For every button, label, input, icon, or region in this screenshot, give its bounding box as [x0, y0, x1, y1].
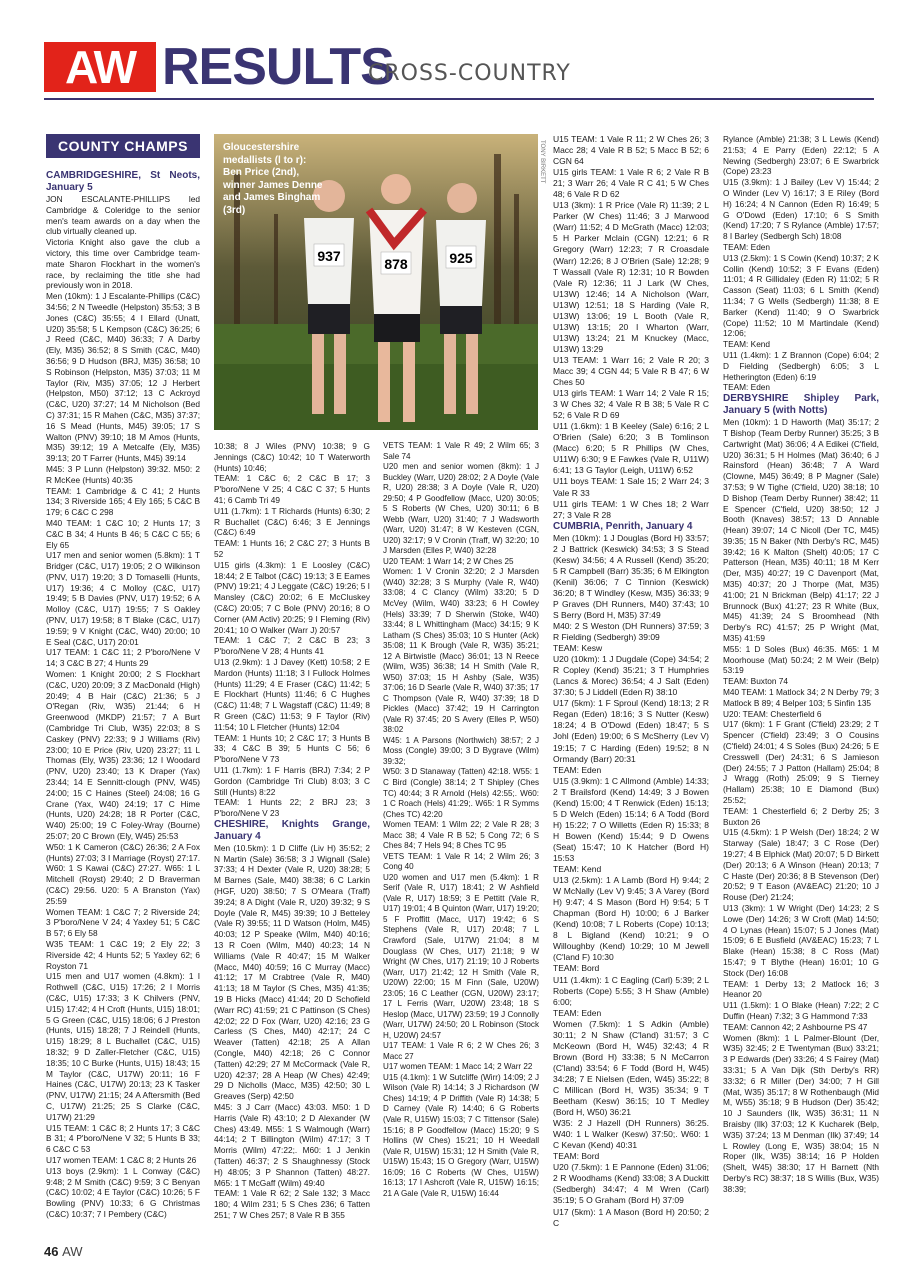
results-paragraph: Women TEAM: 1 Wilm 22; 2 Vale R 28; 3 Macc 38; 4 Vale R B 52; 5 Cong 72; 6 S Ches 84; 7 Hels 94; 8 Ches TC 95 — [383, 820, 539, 851]
runner-center-bib: 878 — [384, 256, 408, 272]
page-footer — [44, 1244, 83, 1260]
results-paragraph: TEAM: Eden — [723, 382, 771, 393]
results-paragraph: TEAM: Eden — [723, 241, 771, 252]
results-paragraph: U20 TEAM: 1 Warr 14; 2 W Ches 25 — [383, 556, 514, 566]
results-paragraph: U11 boys TEAM: 1 Sale 15; 2 Warr 24; 3 Vale R 33 — [553, 476, 709, 498]
results-paragraph: TEAM: 1 Vale R 62; 2 Sale 132; 3 Macc 180; 4 Wilm 231; 5 S Ches 236; 6 Tatten 251; 7 W Ches 257; 8 Vale R B 355 — [214, 1188, 370, 1220]
race-heading: CUMBRIA, Penrith, January 4 — [553, 520, 693, 532]
results-paragraph: TEAM: 1 Hunts 22; 2 BRJ 23; 3 P'boro/Nene V 23 — [214, 797, 370, 819]
results-paragraph: U20 women and U17 men (5.4km): 1 R Serif (Vale R, U17) 18:41; 2 W Ashfield (Vale R, U17) 18:59; 3 E Pettitt (Vale R, U17) 19:01; 4 B Quinton (Warr, U17) 19:20; 5 F Proffitt (Macc, U17) 19:42; 6 S Stephens (Vale R, U17) 20:48; 7 L Crawford (Sale, U17W) 21:04; 8 M Douglass (W Ches, U17) 21:18; 9 W Wright (W Ches, U17) 21:19; 10 J Roberts (Warr, U17) 21:42; 12 H Smith (Vale R, U20W) 22:00; 15 M Finn (Sale, U20W) 23:05; 16 C Leather (CGN, U20W) 23:17; 17 L Ferris (Warr, U20W) 23:48; 18 S Heslop (Macc, U17W) 23:59; 19 J Connolly (Warr, U17W) 24:50; 20 L Robinson (Stock H, U20W) 24:57 — [383, 872, 539, 1040]
results-paragraph: U15 (3.9km): 1 J Bailey (Lev V) 15:44; 2 O Winder (Lev V) 16:17; 3 E Riley (Bord H) 16:24; 4 N Cannon (Eden R) 16:49; 5 G O'Dowd (Eden) 17:10; 6 S Smith (Kend) 17:20; 7 S Rylance (Amble) 17:57; 8 I Barley (Sedbergh Sch) 18:08 — [723, 177, 879, 242]
results-paragraph: U15 men and U17 women (4.8km): 1 I Rothwell (C&C, U15) 17:26; 2 I Morris (C&C, U15) 17:33; 3 K Chilvers (PNV, U15) 17:42; 4 H Croft (Hunts, U15) 18:01; 5 G Green (C&C, U15) 18:06; 6 J Preston (Hunts, U15) 18:28; 7 J Reindell (Hunts, U15) 18:29; 8 L Buchallet (C&C, U15) 18:32; 9 D Zaller-Fletcher (C&C, U15) 18:35; 10 C Burke (Hunts, U15) 18:43; 15 M Taylor (C&C, U17W) 20:11; 16 F Haines (C&C, U17W) 20:13; 23 K Tasker (PNV, U17W) 21:15; 24 A Aftersmith (Bed C, U17W) 21:25; 25 S Clarke (C&C, U17W) 21:29 — [46, 971, 200, 1122]
column-5 — [723, 134, 879, 1195]
results-paragraph: VETS TEAM: 1 Vale R 14; 2 Wilm 26; 3 Cong 40 — [383, 851, 539, 872]
results-paragraph: Men (10km): 1 D Haworth (Mat) 35:17; 2 T Bishop (Team Derby Runner) 35:25; 3 B Cartwright (Mat) 36:06; 4 A Edikei (C'field, U20) 36:31; 5 H Holmes (Mat) 36:40; 6 J Rainsford (Hean) 36:48; 7 A Ward (Clowne, M45) 36:49; 8 P Magner (Sale) 37:53; 9 W Tighe (C'field, U20) 38:18; 10 D Bishop (Team Derby Runner) 38:42; 11 E Spencer (C'field, U20) 38:50; 12 J Booth (Knaves) 38:57; 13 D Annable (Hean) 39:07; 14 C Nicoll (Der TC, M45) 39:35; 15 N Baker (Nth Derby's RC, M45) 39:42; 16 K Malton (Shelt) 40:05; 17 C Patterson (Hean, M35) 40:11; 18 M Kerr (Der, M35) 40:27; 19 C Davenport (Mat, M35) 40:37; 20 J Thorpe (Mat, M35) 41:00; 21 N Brickman (Belp) 41:17; 22 J Brunnock (Bux) 41:27; 23 R White (Bux, M45) 41:39; 24 S Broomhead (Nth Derby's RC) 41:57; 25 P Wright (Mat, M35) 41:59 — [723, 417, 879, 644]
results-paragraph: W50: 3 D Stanaway (Tatten) 42:18. W55: 1 C Bird (Congle) 38:14; 2 T Shipley (Ches TC) 40:44; 3 R Arnold (Hels) 42:55;. W60: 1 C Roach (Hels) 41:29;. W65: 1 R Symms (Ches TC) 42:20 — [383, 767, 539, 819]
results-paragraph: TEAM: Cannon 42; 2 Ashbourne PS 47 — [723, 1021, 868, 1032]
results-paragraph: U17 TEAM: 1 C&C 11; 2 P'boro/Nene V 14; 3 C&C B 27; 4 Hunts 29 — [46, 647, 200, 669]
photo-caption: Gloucestershire medallists (l to r): Ben Price (2nd), winner James Denne and James Bingham (3rd) — [223, 142, 323, 216]
aw-logo: AW — [44, 42, 156, 92]
race-heading: CAMBRIDGESHIRE, St Neots, January 5 — [46, 170, 200, 193]
column-4 — [553, 134, 709, 1229]
results-paragraph: U17 (6km): 1 F Grant (C'field) 23:29; 2 T Spencer (C'field) 23:49; 3 O Cousins (C'field) 24:01; 4 S Soles (Bux) 24:26; 5 E Cresswell (Der) 24:31; 6 S Jamieson (Der) 24:55; 7 J Patton (Hallam) 25:04; 8 J Wragg (Roth) 25:09; 9 S Tierney (Hallam) 25:38; 10 E Diamond (Bux) 25:52; — [723, 719, 879, 806]
results-paragraph: TEAM: 1 Chesterfield 6; 2 Derby 25; 3 Buxton 26 — [723, 805, 879, 827]
results-paragraph: 10:38; 8 J Wiles (PNV) 10:38; 9 G Jennings (C&C) 10:42; 10 T Waterworth (Hunts) 10:46; — [214, 441, 370, 473]
section-title: CROSS-COUNTRY — [368, 61, 571, 86]
results-paragraph: M40 TEAM: 1 Matlock 34; 2 N Derby 79; 3 Matlock B 89; 4 Belper 103; 5 Sinfin 135 — [723, 687, 879, 708]
results-paragraph: W35 TEAM: 1 C&C 19; 2 Ely 22; 3 Riverside 42; 4 Hunts 52; 5 Yaxley 62; 6 Royston 71 — [46, 938, 200, 971]
page-header — [44, 38, 874, 98]
results-paragraph: U20: TEAM: Chesterfield 6 — [723, 708, 822, 719]
results-paragraph: TEAM: Eden — [553, 764, 602, 775]
results-paragraph: Men (10km): 1 J Douglas (Bord H) 33:57; 2 J Battrick (Keswick) 34:53; 3 S Stead (Kesw) 34:56; 4 A Russell (Kend) 35:20; 5 R Campbell (Barr) 35:35; 6 M Elkington (Kenil) 36:06; 7 C Tinnion (Keswick) 36:20; 8 T Windley (Kesw, M35) 36:33; 9 P Graves (DH Runners, M40) 37:43; 10 S Berry (Bord H, M35) 37:49 — [553, 532, 709, 620]
results-paragraph: U17 (5km): 1 F Sproul (Kend) 18:13; 2 R Regan (Eden) 18:16; 3 S Nutter (Kesw) 18:24; 4 B O'Dowd (Eden) 18:47; 5 S Johl (Eden) 19:00; 6 S McSherry (Lev V) 19:15; 7 C Harding (Eden) 19:52; 8 N Ormandy (Barr) 20:31 — [553, 698, 709, 764]
results-paragraph: W50: 1 K Cameron (C&C) 26:36; 2 A Fox (Hunts) 27:03; 3 I Marriage (Royst) 27:17. W60: 1 S Kawai (C&C) 27:27. W65: 1 L Mitchell (Royst) 29:40; 2 D Braverman (C&C) 29:56. U20: 5 A Branston (Yax) 25:59 — [46, 841, 200, 906]
results-paragraph: U13 (2.5km): 1 S Cowin (Kend) 10:37; 2 K Collin (Kend) 10:52; 3 F Evans (Eden) 11:01; 4 R Gillidaley (Eden R) 11:02; 5 R Casson (Seat) 11:03; 6 L Smith (Kend) 11:34; 7 G Wells (Sedbergh) 11:38; 8 E Barker (Kend) 11:40; 9 O Swarbrick (Cope) 11:52; 10 M Martindale (Kend) 12:06; — [723, 252, 879, 339]
results-paragraph: TEAM: 1 Hunts 10; 2 C&C 17; 3 Hunts B 33; 4 C&C B 39; 5 Hunts C 56; 6 P'boro/Nene V 73 — [214, 732, 370, 765]
results-paragraph: U13 girls TEAM: 1 Warr 14; 2 Vale R 15; 3 W Ches 32; 4 Vale R B 38; 5 Vale R C 52; 6 Vale R D 69 — [553, 388, 709, 421]
medallists-photo — [214, 134, 538, 430]
results-paragraph: U11 (1.6km): 1 B Keeley (Sale) 6:16; 2 L O'Brien (Sale) 6:20; 3 B Tomlinson (Macc) 6:20; 5 R Phillips (W Ches, U11W) 6:30; 9 E Fawkes (Vale R, U11W) 6:41; 13 G Taylor (Leigh, U11W) 6:52 — [553, 421, 709, 476]
results-paragraph: TEAM: 1 Hunts 16; 2 C&C 27; 3 Hunts B 52 — [214, 538, 370, 559]
results-paragraph: Women: 1 V Cronin 32:20; 2 J Marsden (W40) 32:28; 3 S Murphy (Vale R, W40) 33:08; 4 C Clancy (Wilm) 33:20; 5 D McVey (Wilm, W40) 33:23; 6 H Cowley (Hels) 33:39; 7 D Sherwin (Stoke, W40) 33:44; 8 L Whittingham (Macc) 34:15; 9 K Latham (S Ches) 35:03; 10 S Hunter (Ack) 35:08; 11 K Brough (Vale R, W35) 35:21; 12 A Birtwistle (Macc) 36:01; 13 N Reece (Wilm, W35) 36:38; 14 H Smith (Vale R, W50) 37:03; 15 H Ashby (Sale, W35) 37:06; 16 D Searle (Vale R, W40) 37:35; 17 C Thompson (Vale R, W40) 37:39; 18 D Pickles (Macc) 37:42; 19 H Carrington (Vale R) 37:45; 20 S Avery (Elles P, W50) 38:02 — [383, 567, 539, 735]
results-paragraph: U20 men and senior women (8km): 1 J Buckley (Warr, U20) 28:02; 2 A Doyle (Vale R, U20) 28:38; 3 A Doyle (Vale R, U20) 29:50; 4 P Goodfellow (Macc, U20) 30:05; 5 S Roberts (W Ches, U20) 30:11; 6 B Webb (Warr, U20) 31:40; 7 J Wadsworth (Warr, U20) 31:47; 8 W Kesteven (CGN, U20) 32:17; 9 V Cronin (Traff, W) 32:20; 10 J Marsden (Elles P, W40) 32:28 — [383, 462, 539, 556]
results-paragraph: U13 TEAM: 1 Warr 16; 2 Vale R 20; 3 Macc 39; 4 CGN 44; 5 Vale R B 47; 6 W Ches 50 — [553, 354, 709, 388]
results-title: RESULTS — [162, 38, 394, 96]
results-paragraph: U13 (3km): 1 W Wright (Der) 14:23; 2 S Lowe (Der) 14:26; 3 W Croft (Mat) 14:50; 4 O Lynas (Hean) 15:07; 5 J Jones (Mat) 15:09; 6 E Busfield (AV&EAC) 15:23; 7 L Blake (Hean) 15:38; 8 C Ross (Mat) 15:47; 9 T Blythe (Hean) 16:01; 10 G Stock (Der) 16:08 — [723, 902, 879, 978]
results-paragraph: U11 (1.4km): 1 C Eagling (Carl) 5:39; 2 L Roberts (Cope) 5:55; 3 H Shaw (Amble) 6:00; — [553, 974, 709, 1007]
results-paragraph: M40: 2 S Weston (DH Runners) 37:59; 3 R Fielding (Sedbergh) 39:09 — [553, 621, 709, 643]
results-paragraph: Women: 1 Knight 20:00; 2 S Flockhart (C&C, U20) 20:09; 3 Z MacDonald (High) 20:49; 4 B Hair (C&C) 21:36; 5 J O'Regan (Riv, W35) 21:44; 6 H Greenwood (MKDP) 21:57; 7 A Burt (Cambridge Tri Club, W35) 22:03; 8 S Caskey (PNV) 22:33; 9 J Williams (Riv) 23:00; 10 E Price (Riv, U20) 23:27; 11 L Thomas (Ely, W35) 23:36; 12 I Woodard (PNV, U20) 23:40; 13 K Draper (Yax) 23:44; 14 E Sennitt-clough (PNV, W45) 24:00; 15 C Haines (Steel) 24:08; 16 G Crane (Yax, W40) 24:19; 17 C Hime (Hunts, U20) 24:28; 18 R Porter (C&C, W40) 25:00; 19 C Foley-Wray (Bourne) 25:07; 20 C Brown (Ely, W45) 25:53 — [46, 669, 200, 842]
results-paragraph: U15 TEAM: 1 Vale R 11; 2 W Ches 26; 3 Macc 28; 4 Vale R B 52; 5 Macc B 52; 6 CGN 64 — [553, 134, 709, 167]
race-heading: DERBYSHIRE Shipley Park, January 5 (with Notts) — [723, 393, 879, 417]
results-paragraph: U13 boys (2.9km): 1 L Conway (C&C) 9:48; 2 M Smith (C&C) 9:59; 3 C Benyan (C&C) 10:02; 4 E Taylor (C&C) 10:26; 5 F Bowling (PNV) 10:33; 6 G Christmas (C&C) 10:37; 7 I Pembery (C&C) — [46, 1165, 200, 1219]
results-paragraph: M40 TEAM: 1 C&C 10; 2 Hunts 17; 3 C&C B 34; 4 Hunts B 46; 5 C&C C 55; 6 Ely 65 — [46, 517, 200, 550]
results-paragraph: TEAM: Eden — [553, 1007, 602, 1018]
column-2 — [214, 441, 370, 1221]
results-paragraph: U15 (4.5km): 1 P Welsh (Der) 18:24; 2 W Starway (Sale) 18:47; 3 C Rose (Der) 19:27; 4 B Elphick (Mat) 20:07; 5 D Birkett (Der) 20:13; 6 A Winson (Hean) 20:13; 7 C Haste (Der) 20:36; 8 B Stevenson (Der) 20:52; 9 T Eason (AV&EAC) 21:20; 10 J Rouse (Der) 21:24; — [723, 827, 879, 903]
results-paragraph: TEAM: Kend — [723, 339, 771, 350]
results-paragraph: Women (7.5km): 1 S Adkin (Amble) 30:11; 2 N Shaw (C'land) 31:57; 3 C McKeown (Bord H, W45) 32:43; 4 R Brown (Bord H) 33:38; 5 N McCarron (C'land) 33:54; 6 F Todd (Bord H, W45) 34:28; 7 E Nielsen (Eden, W45) 35:22; 8 C Millican (Bord H, W35) 35:34; 9 T Beetham (Kesw) 36:15; 10 T Medley (Bord H, W50) 36:21 — [553, 1018, 709, 1118]
column-1 — [46, 170, 200, 1220]
results-paragraph: W45: 1 A Parsons (Northwich) 38:57; 2 J Moss (Congle) 39:00; 3 D Bygrave (Wilm) 39:32; — [383, 735, 539, 766]
results-paragraph: M45: 3 J Carr (Macc) 43:03. M50: 1 D Harris (Vale R) 43:10; 2 D Alexander (W Ches) 43:49. M55: 1 S Walmough (Warr) 44:14; 2 T Billington (Wilm) 47:17; 3 T Morris (Wilm) 47:22;. M60: 1 J Jenkin (Tatten) 46:37; 2 S Shaughnessy (Stock H) 48:05; 3 P Shannon (Tatten) 48:27. M65: 1 T McGaff (Wilm) 49:40 — [214, 1102, 370, 1188]
results-paragraph: U13 (3km): 1 R Price (Vale R) 11:39; 2 L Parker (W Ches) 11:46; 3 J Marwood (Warr) 11:52; 4 D McGrath (Macc) 12:03; 5 H Parker Mclain (CGN) 12:21; 6 R Gregory (Warr) 12:23; 7 R Croasdale (Warr) 12:26; 8 J O'Brien (Sale) 12:28; 9 T Wassall (Vale R) 12:31; 10 R Bowden (Vale R) 12:36; 11 J Lark (W Ches, U13W) 12:46; 14 A Nicholson (Warr, U13W) 12:51; 18 S Harding (Vale R, U13W) 13:06; 19 L Booth (Vale R, U13W) 13:15; 20 I Wharton (Warr, U13W) 13:24; 21 M Knuckey (Macc, U13W) 13:29 — [553, 200, 709, 354]
results-paragraph: U11 (1.7km): 1 T Richards (Hunts) 6:30; 2 R Buchallet (C&C) 6:46; 3 E Jennings (C&C) 6:49 — [214, 505, 370, 538]
results-paragraph: U17 TEAM: 1 Vale R 6; 2 W Ches 26; 3 Macc 27 — [383, 1041, 539, 1061]
runner-right-bib: 925 — [449, 250, 473, 266]
results-paragraph: Women (8km): 1 L Palmer-Blount (Der, W35) 32:45; 2 E Twentyman (Bux) 33:21; 3 P Edwards (Der) 33:26; 4 S Fairey (Mat) 33:31; 5 A Van Dijk (Sth Derby's RR) 33:32; 6 R Miller (Der) 34:00; 7 H Gill (Mat, W35) 35:17; 8 W Rothenbaugh (Mid M, W55) 35:18; 9 B Hudson (Der) 35:42; 10 J Saunders (Ilk, W35) 36:31; 11 N Braisby (Ilk) 37:03; 12 K Kucharek (Belp, W35) 37:24; 13 M Denman (Ilk) 37:49; 14 L Rowley (Long E, W35) 38:04; 15 N Roper (Ilk, W35) 38:14; 16 P Holden (Shelt, W45) 38:30; 17 H Barnett (Nth Derby's RC) 38:37; 18 S Willis (Bux, W35) 38:39; — [723, 1032, 879, 1194]
results-paragraph: TEAM: 1 C&C 7; 2 C&C B 23; 3 P'boro/Nene V 28; 4 Hunts 41 — [214, 635, 370, 657]
results-paragraph: TEAM: Buxton 74 — [723, 676, 789, 687]
results-paragraph: U13 (2.5km): 1 A Lamb (Bord H) 9:44; 2 W McNally (Lev V) 9:45; 3 A Varey (Bord H) 9:47; 4 S Mason (Bord H) 9:54; 5 T Chapman (Bord H) 10:00; 6 J Barker (Kend) 10:08; 7 L Roberts (Cope) 10:13; 8 L Bigland (Kend) 10:21; 9 O Willoughby (Kend) 10:29; 10 M Jewell (C'land F) 10:30 — [553, 875, 709, 963]
results-paragraph: U17 men and senior women (5.8km): 1 T Bridger (C&C, U17) 19:05; 2 O Wilkinson (PNV, U17) 19:20; 3 D Tomaselli (Hunts, U17) 19:36; 4 C Molloy (C&C, U17) 19:49; 5 B Davies (PNV, U17) 19:52; 6 A Molloy (C&C, U17) 19:55; 7 S Oakley (PNV, U17) 19:58; 8 T Blake (C&C, U17) 19:59; 9 V Knight (C&C, W40) 20:00; 10 E Seal (C&C, U17) 20:01 — [46, 550, 200, 647]
results-paragraph: U11 (1.5km): 1 O Blake (Hean) 7:22; 2 C Duffin (Hean) 7:32; 3 G Hammond 7:33 — [723, 1000, 879, 1021]
results-paragraph: U15 TEAM: 1 C&C 8; 2 Hunts 17; 3 C&C B 31; 4 P'boro/Nene V 32; 5 Hunts B 33; 6 C&C C 53 — [46, 1122, 200, 1155]
results-paragraph: U13 (2.9km): 1 J Davey (Kett) 10:58; 2 E Mardon (Hunts) 11:18; 3 I Fullock Holmes (Hunts) 11:29; 4 E Fraser (C&C) 11:42; 5 E Flockhart (Hunts) 11:46; 6 C Hughes (C&C) 11:48; 7 L Wagstaff (C&C) 11:49; 8 R Green (C&C) 11:53; 9 F Taylor (Riv) 11:54; 10 L Fletcher (Hunts) 12:04 — [214, 656, 370, 732]
results-paragraph: U11 (1.4km): 1 Z Brannon (Cope) 6:04; 2 D Fielding (Sedbergh) 6:05; 3 L Hetherington (Eden) 6:19 — [723, 349, 879, 382]
header-rule — [44, 98, 874, 100]
race-heading: CHESHIRE, Knights Grange, January 4 — [214, 818, 370, 842]
results-paragraph: U15 girls (4.3km): 1 E Loosley (C&C) 18:44; 2 E Talbot (C&C) 19:13; 3 E Eames (PNV) 19:21; 4 J Leggate (C&C) 19:26; 5 I Mansley (C&C) 20:02; 6 E McCluskey (C&C) 20:05; 7 C Bole (PNV) 20:16; 8 O Corner (AM Activ) 20:25; 9 I Fleming (Riv) 20:41; 10 O Walker (Warr J) 20:57 — [214, 559, 370, 635]
results-paragraph: Women TEAM: 1 C&C 7; 2 Riverside 24; 3 P'boro/Nene V 24; 4 Yaxley 51; 5 C&C B 57; 6 Ely 58 — [46, 906, 200, 939]
photo-credit: TONY BIRKETT — [539, 140, 545, 184]
magazine-name: AW — [62, 1244, 83, 1259]
results-paragraph: Men (10.5km): 1 D Cliffe (Liv H) 35:52; 2 N Martin (Sale) 36:58; 3 J Wignall (Sale) 37:33; 4 H Dexter (Vale R, U20) 38:28; 5 M Barnes (Sale, M40) 38:38; 6 C Larkin (HGF, U20) 38:50; 7 S O'Meara (Traff) 39:24; 8 A Dight (Vale R, U20) 39:32; 9 S Doyle (Vale R, M45) 39:39; 10 J Betteley (Vale R) 39:55; 11 D Watson (Holm, M45) 40:03; 12 P Speake (Wilm, M40) 40:16; 13 R Coen (Wilm, M40) 40:23; 14 N Williams (Vale R 40:47; 15 M Walker (Macc, M40) 40:59; 16 C Murray (Macc) 41:12; 17 M Crabtree (Vale R, M40) 41:13; 18 M Taylor (S Ches, M35) 41:35; 19 B Hicks (Macc) 41:44; 20 D Schofield (Warr RC) 41:59; 21 C Pattinson (S Ches) 42:02; 22 D Fox (Warr, U20) 42:16; 23 G Carless (S Ches, M40) 42:17; 24 C Weaver (Tatten) 42:18; 25 A Allan (Congle, M40) 42:18; 26 C Connor (Tatten) 42:29; 27 M McCormack (Vale R, U20) 42:37; 28 A Heap (W Ches) 42:49; 29 D Nicholls (Macc, M35) 42:50; 30 L Greaves (Serp) 42:50 — [214, 842, 370, 1102]
results-paragraph: U15 (3.9km): 1 C Allmond (Amble) 14:33; 2 T Brailsford (Kend) 14:49; 3 J Bowen (Kend) 15:00; 4 T Renwick (Eden) 15:13; 5 D Welch (Eden) 15:14; 6 A Todd (Bord H) 15:22; 7 O Willetts (Eden R) 15:33; 8 H Bowen (Kend) 15:44; 9 D Owens (Seat) 15:47; 10 K Hatcher (Bord H) 15:53 — [553, 775, 709, 863]
results-paragraph: U15 girls TEAM: 1 Vale R 6; 2 Vale R B 21; 3 Warr 26; 4 Vale R C 41; 5 W Ches 48; 6 Vale R D 62 — [553, 167, 709, 200]
results-paragraph: TEAM: Bord — [553, 1151, 600, 1162]
results-paragraph: U20 (10km): 1 J Dugdale (Cope) 34:54; 2 R Copley (Kend) 35:21; 3 T Humphries (Lancs & Morec) 36:54; 4 J Salt (Eden) 37:30; 5 J Liddell (Eden R) 38:10 — [553, 654, 709, 698]
results-paragraph: W35: 2 J Hazell (DH Runners) 36:25. W40: 1 L Walker (Kesw) 37:50;. W60: 1 C Kevan (Kend) 40:31 — [553, 1118, 709, 1151]
results-paragraph: U17 women TEAM: 1 Macc 14; 2 Warr 22 — [383, 1062, 533, 1072]
results-paragraph: TEAM: 1 C&C 6; 2 C&C B 17; 3 P'boro/Nene V 25; 4 C&C C 37; 5 Hunts 41; 6 Camb Tri 49 — [214, 473, 370, 505]
results-paragraph: TEAM: Kend — [553, 864, 602, 875]
results-paragraph: M55: 1 D Soles (Bux) 46:35. M65: 1 M Moorhouse (Mat) 50:24; 2 M Weir (Belp) 53:19 — [723, 643, 879, 676]
results-paragraph: U15 (4.1km): 1 W Sutcliffe (Wirr) 14:09; 2 J Wilson (Vale R) 14:14; 3 J Richardson (W Ches) 14:19; 4 P Driffith (Vale R) 14:38; 5 D Carney (Vale R) 14:40; 6 G Roberts (Vale R, U15W) 15:03; 7 C Tittensor (Sale) 15:16; 8 P Goodfellow (Macc) 15:20; 9 S Hollins (W Ches) 15:21; 10 H Weedall (Vale R, U15W) 15:31; 12 H Smith (Vale R, U15W) 15:43; 15 O Gregory (Warr, U15W) 16:09; 16 C Roberts (W Ches, U15W) 16:13; 17 I Ashcroft (Vale R, U15W) 16:15; 21 A Gale (Vale R, U15W) 16:44 — [383, 1072, 539, 1198]
results-paragraph: U17 (5km): 1 A Mason (Bord H) 20:50; 2 C — [553, 1206, 709, 1228]
runner-left-bib: 937 — [317, 248, 341, 264]
page-number: 46 — [44, 1244, 59, 1259]
column-3 — [383, 441, 539, 1199]
results-paragraph: U20 (7.5km): 1 E Pannone (Eden) 31:06; 2 R Woodhams (Kend) 33:08; 3 A Duckitt (Sedbergh) 34:47; 4 M Wren (Carl) 35:19; 5 O Graham (Bord H) 37:09 — [553, 1162, 709, 1206]
results-paragraph: U11 girls TEAM: 1 W Ches 18; 2 Warr 27; 3 Vale R 28 — [553, 498, 709, 520]
results-paragraph: TEAM: Kesw — [553, 643, 603, 654]
results-paragraph: VETS TEAM: 1 Vale R 49; 2 Wilm 65; 3 Sale 74 — [383, 441, 539, 461]
county-champs-box: COUNTY CHAMPS — [46, 134, 200, 158]
results-paragraph: U17 women TEAM: 1 C&C 8; 2 Hunts 26 — [46, 1154, 197, 1165]
results-paragraph: TEAM: 1 Cambridge & C 41; 2 Hunts 134; 3 Riverside 165; 4 Ely 165; 5 C&C B 179; 6 C&C C 298 — [46, 485, 200, 518]
results-paragraph: Victoria Knight also gave the club a victory, this time over Cambridge team-mate Sharon Flockhart in the women's race, by reclaiming the title she had previously won in 2018. — [46, 237, 200, 291]
results-paragraph: Men (10km): 1 J Escalante-Phillips (C&C) 34:56; 2 N Tweedle (Helpston) 35:53; 3 B Jones (C&C) 35:55; 4 I Ellard (Unatt, U20) 35:58; 5 L Kempson (C&C) 36:25; 6 J Reed (C&C, M40) 36:33; 7 A Darby (Ely, M35) 36:52; 8 S Smith (C&C, M40) 36:56; 9 D Hudson (BRJ, M35) 36:58; 10 S Robinson (Helpston, M35) 37:03; 11 M Taylor (Riv, M35) 37:05; 12 J Herbert (Helpston, M50) 37:12; 13 C Ackroyd (C&C, U20) 37:27; 14 M Nicholson (Bed C) 37:31; 15 R Mahen (C&C, M35) 37:37; 16 S Mead (Hunts, M45) 39:05; 17 S Walton (PNV) 39:10; 18 M Amos (Hunts, M35) 39:12; 19 A Metcalfe (Ely, M35) 39:13; 20 T Farrer (Hunts, M45) 39:14 — [46, 291, 200, 464]
results-paragraph: Rylance (Amble) 21:38; 3 L Lewis (Kend) 21:53; 4 E Parry (Eden) 22:12; 5 A Newing (Sedbergh) 23:07; 6 E Swarbrick (Cope) 23:23 — [723, 134, 879, 177]
results-paragraph: M45: 3 P Lunn (Helpston) 39:32. M50: 2 R McKee (Hunts) 40:35 — [46, 463, 200, 485]
results-paragraph: TEAM: 1 Derby 13; 2 Matlock 16; 3 Heanor 20 — [723, 978, 879, 1000]
results-paragraph: U11 (1.7km): 1 F Harris (BRJ) 7:34; 2 P Gordon (Cambridge Tri Club) 8:03; 3 C Still (Hunts) 8:22 — [214, 764, 370, 797]
results-paragraph: TEAM: Bord — [553, 963, 600, 974]
results-paragraph: JON ESCALANTE-PHILLIPS led Cambridge & Coleridge to the senior men's team awards on a day when the club virtually cleaned up. — [46, 194, 200, 237]
